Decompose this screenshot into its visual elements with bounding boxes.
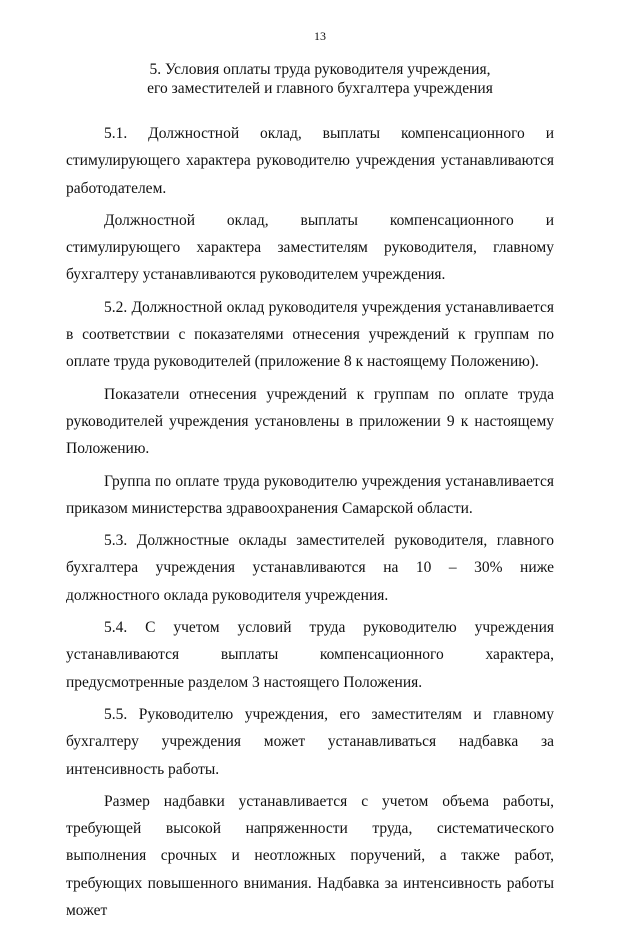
paragraph-5-5: 5.5. Руководителю учреждения, его заместителям и главному бухгалтеру учреждения может устанавливаться надбавка за интенсивность работы.	[66, 705, 554, 778]
paragraph-5-1-cont: Должностной оклад, выплаты компенсационного и стимулирующего характера заместителям руководителя, главному бухгалтеру устанавливаются руководителем учреждения.	[66, 211, 554, 284]
paragraph-5-3: 5.3. Должностные оклады заместителей руководителя, главного бухгалтера учреждения устанавливаются на 10 – 30% ниже должностного оклада руководителя учреждения.	[66, 532, 554, 604]
paragraph-5-2: 5.2. Должностной оклад руководителя учреждения устанавливается в соответствии с показателями отнесения учреждений к группам по оплате труда руководителей (приложение 8 к настоящему Положению).	[66, 298, 554, 371]
paragraph-5-4: 5.4. С учетом условий труда руководителю учреждения устанавливаются выплаты компенсационного характера, предусмотренные разделом 3 настоящего Положения.	[66, 619, 554, 691]
page-number: 13	[314, 29, 326, 43]
section-heading-line-2: его заместителей и главного бухгалтера учреждения	[147, 80, 493, 97]
paragraph-5-1: 5.1. Должностной оклад, выплаты компенсационного и стимулирующего характера руководителю учреждения устанавливаются работодателем.	[66, 125, 554, 197]
paragraph-5-2-group: Группа по оплате труда руководителю учреждения устанавливается приказом министерства здравоохранения Самарской области.	[66, 472, 554, 517]
paragraph-5-5-size: Размер надбавки устанавливается с учетом объема работы, требующей высокой напряженности труда, систематического выполнения срочных и неотложных поручений, а также работ, требующих повышенного внимания. Надбавка за интенсивность работы может	[66, 792, 554, 920]
paragraph-5-2-indicators: Показатели отнесения учреждений к группам по оплате труда руководителей учреждения установлены в приложении 9 к настоящему Положению.	[66, 385, 554, 458]
body-text	[66, 120, 554, 929]
section-heading	[60, 60, 580, 98]
section-heading-line-1: 5. Условия оплаты труда руководителя учреждения,	[149, 61, 491, 78]
